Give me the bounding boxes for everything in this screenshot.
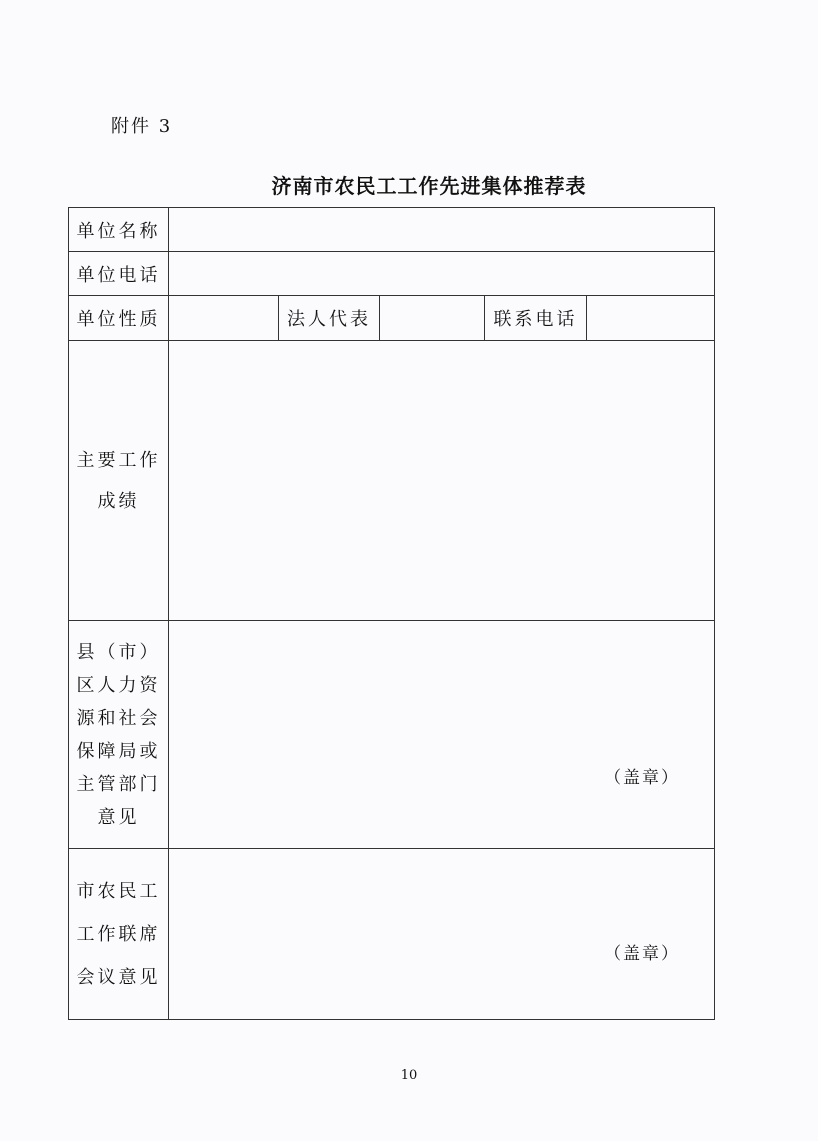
city-opinion-line: 会议意见 xyxy=(76,966,161,988)
unit-nature-label: 单位性质 xyxy=(69,296,169,341)
contact-phone-label: 联系电话 xyxy=(485,296,587,341)
county-opinion-line: 主管部门 xyxy=(76,773,161,795)
attachment-label: 附件 3 xyxy=(111,116,173,137)
achievements-label-line: 主要工作 xyxy=(76,449,161,471)
county-opinion-field[interactable] xyxy=(169,621,715,849)
row-achievements xyxy=(69,341,715,621)
page-number: 10 xyxy=(400,1068,418,1083)
row-unit-nature xyxy=(69,296,715,341)
city-opinion-label xyxy=(69,849,169,1020)
county-opinion-line: 区人力资 xyxy=(76,674,161,696)
achievements-label-line: 成绩 xyxy=(97,490,140,512)
unit-nature-field[interactable] xyxy=(169,296,279,341)
form-title: 济南市农民工工作先进集体推荐表 xyxy=(271,174,587,198)
row-unit-name xyxy=(69,208,715,252)
row-city-opinion xyxy=(69,849,715,1020)
row-county-opinion xyxy=(69,621,715,849)
achievements-field[interactable] xyxy=(169,341,715,621)
city-opinion-line: 市农民工 xyxy=(76,880,161,902)
legal-rep-label: 法人代表 xyxy=(279,296,380,341)
county-opinion-label xyxy=(69,621,169,849)
unit-name-label: 单位名称 xyxy=(69,208,169,252)
county-stamp-label: （盖章） xyxy=(604,768,681,788)
recommendation-form-table xyxy=(68,207,715,1020)
achievements-label xyxy=(69,341,169,621)
contact-phone-field[interactable] xyxy=(587,296,715,341)
county-opinion-line: 源和社会 xyxy=(76,707,161,729)
county-opinion-line: 县（市） xyxy=(76,641,161,663)
city-opinion-field[interactable] xyxy=(169,849,715,1020)
row-unit-phone xyxy=(69,252,715,296)
legal-rep-field[interactable] xyxy=(380,296,485,341)
city-stamp-label: （盖章） xyxy=(604,944,681,964)
unit-phone-label: 单位电话 xyxy=(69,252,169,296)
unit-name-field[interactable] xyxy=(169,208,715,252)
unit-phone-field[interactable] xyxy=(169,252,715,296)
county-opinion-line: 意见 xyxy=(97,806,140,828)
county-opinion-line: 保障局或 xyxy=(76,740,161,762)
city-opinion-line: 工作联席 xyxy=(76,923,161,945)
